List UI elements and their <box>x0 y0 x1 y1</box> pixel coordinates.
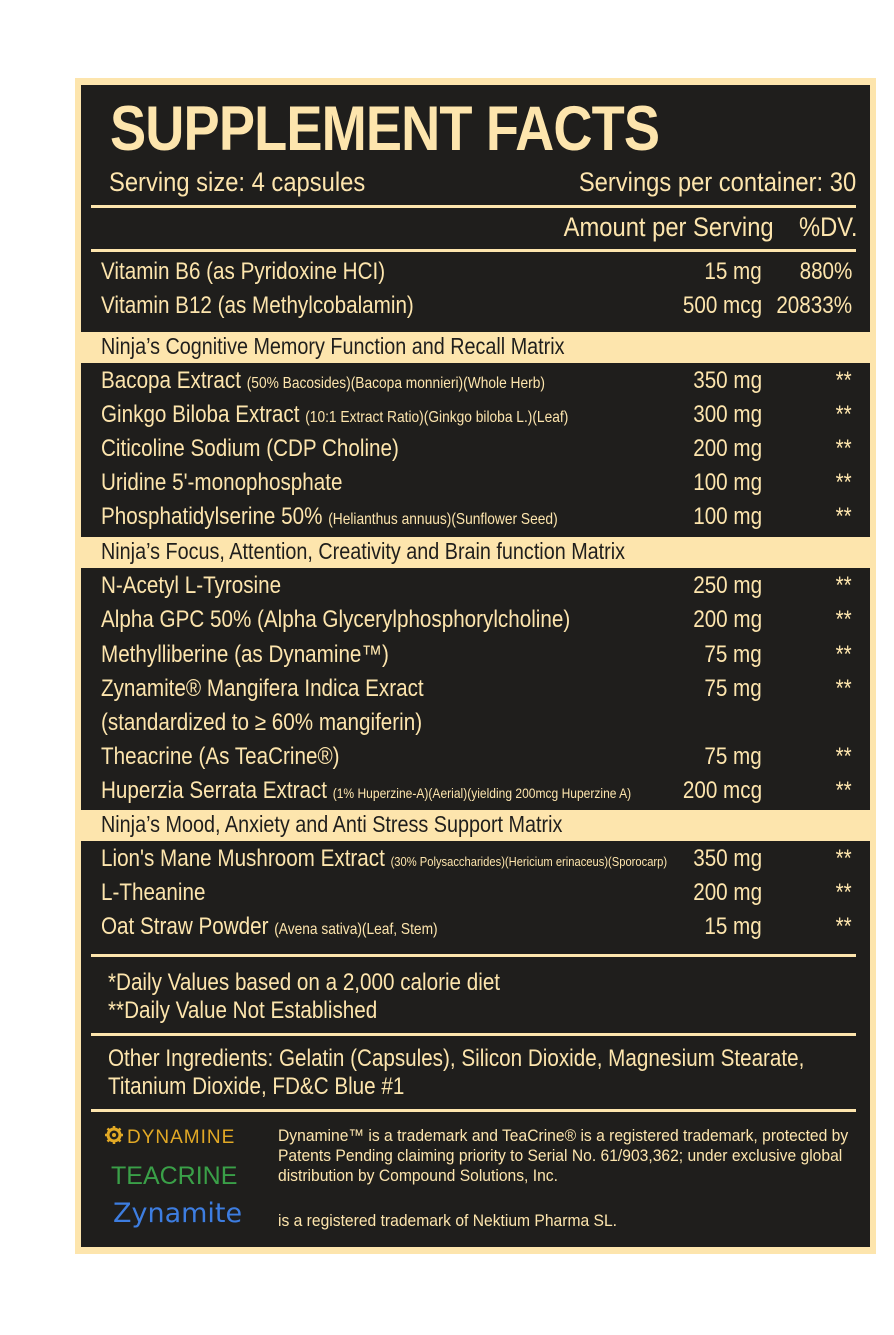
ingredient-name: Zynamite® Mangifera Indica Exract <box>101 675 424 702</box>
amount-header: Amount per Serving <box>564 212 774 242</box>
divider <box>91 249 856 252</box>
section-header <box>81 810 870 841</box>
dynamine-logo <box>105 1126 235 1150</box>
ingredient-detail: (50% Bacosides)(Bacopa monnieri)(Whole Herb) <box>246 375 545 392</box>
footnote-not-established: **Daily Value Not Established <box>108 997 378 1024</box>
supplement-facts-panel <box>81 85 870 1247</box>
ingredient-dv: ** <box>835 503 852 530</box>
ingredient-amount: 300 mg <box>693 401 762 428</box>
ingredient-detail: (1% Huperzine-A)(Aerial)(yielding 200mcg Huperzine A) <box>332 785 632 801</box>
other-ingredients-line-2: Titanium Dioxide, FD&C Blue #1 <box>108 1073 405 1100</box>
ingredient-row <box>81 776 870 810</box>
ingredient-label: Phosphatidylserine 50% <box>101 503 323 530</box>
ingredient-detail: (30% Polysaccharides)(Hericium erinaceus)(Sporocarp) <box>390 854 668 869</box>
zynamite-trademark-text: is a registered trademark of Nektium Pharma SL. <box>278 1211 618 1230</box>
nutrient-name: Vitamin B6 (as Pyridoxine HCI) <box>101 258 386 285</box>
ingredient-dv: ** <box>835 845 852 872</box>
section-header <box>81 332 870 363</box>
section-title: Ninja’s Focus, Attention, Creativity and Brain function Matrix <box>101 538 626 564</box>
ingredient-name: L-Theanine <box>101 879 206 906</box>
ingredient-row <box>81 844 870 878</box>
ingredient-amount: 200 mcg <box>682 777 762 804</box>
nutrient-amount: 500 mcg <box>682 292 762 319</box>
ingredient-amount: 75 mg <box>704 743 762 770</box>
serving-size: Serving size: 4 capsules <box>109 167 366 197</box>
ingredient-name: Methylliberine (as Dynamine™) <box>101 641 389 668</box>
trademark-line-1: Dynamine™ is a trademark and TeaCrine® is a registered trademark, protected by <box>278 1126 849 1145</box>
ingredient-name: Citicoline Sodium (CDP Choline) <box>101 435 399 462</box>
ingredient-row <box>81 468 870 502</box>
ingredient-row <box>81 366 870 400</box>
ingredient-label: Bacopa Extract <box>101 367 241 394</box>
ingredient-label: Oat Straw Powder <box>101 913 269 940</box>
ingredient-dv: ** <box>835 606 852 633</box>
ingredient-row <box>81 912 870 946</box>
ingredient-name: Uridine 5'-monophosphate <box>101 469 343 496</box>
nutrient-amount: 15 mg <box>704 258 762 285</box>
trademark-line-3: distribution by Compound Solutions, Inc. <box>278 1166 558 1185</box>
ingredient-dv: ** <box>835 401 852 428</box>
other-ingredients-line-1: Other Ingredients: Gelatin (Capsules), Silicon Dioxide, Magnesium Stearate, <box>108 1045 805 1072</box>
ingredient-name <box>101 845 667 873</box>
zynamite-logo: Zynamite <box>113 1198 243 1229</box>
ingredient-name: Alpha GPC 50% (Alpha Glycerylphosphorylcholine) <box>101 606 571 633</box>
ingredient-row <box>81 502 870 536</box>
ingredient-name: (standardized to ≥ 60% mangiferin) <box>101 709 423 736</box>
ingredient-name: N-Acetyl L-Tyrosine <box>101 572 282 599</box>
ingredient-dv: ** <box>835 913 852 940</box>
nutrient-name: Vitamin B12 (as Methylcobalamin) <box>101 292 414 319</box>
ingredient-amount: 350 mg <box>693 367 762 394</box>
ingredient-detail: (10:1 Extract Ratio)(Ginkgo biloba L.)(Leaf) <box>305 409 569 426</box>
ingredient-name <box>101 503 558 531</box>
section-title: Ninja’s Mood, Anxiety and Anti Stress Support Matrix <box>101 811 563 837</box>
ingredient-dv: ** <box>835 469 852 496</box>
divider <box>91 1109 856 1112</box>
nutrient-dv: 20833% <box>776 292 852 319</box>
section-header <box>81 537 870 568</box>
ingredient-detail: (Avena sativa)(Leaf, Stem) <box>274 921 438 938</box>
ingredient-name <box>101 401 568 429</box>
divider <box>91 1033 856 1036</box>
ingredient-amount: 15 mg <box>704 913 762 940</box>
ingredient-label: Lion's Mane Mushroom Extract <box>101 845 385 872</box>
ingredient-dv: ** <box>835 641 852 668</box>
ingredient-row <box>81 708 870 742</box>
ingredient-row <box>81 571 870 605</box>
ingredient-dv: ** <box>835 367 852 394</box>
dv-header: %DV. <box>799 212 858 242</box>
ingredient-amount: 200 mg <box>693 879 762 906</box>
ingredient-amount: 75 mg <box>704 675 762 702</box>
ingredient-detail: (Helianthus annuus)(Sunflower Seed) <box>328 511 558 528</box>
ingredient-dv: ** <box>835 777 852 804</box>
ingredient-amount: 75 mg <box>704 641 762 668</box>
ingredient-dv: ** <box>835 572 852 599</box>
ingredient-row <box>81 400 870 434</box>
section-title: Ninja’s Cognitive Memory Function and Recall Matrix <box>101 333 565 359</box>
dynamine-wordmark: DYNAMINE <box>127 1127 236 1149</box>
nutrient-dv: 880% <box>799 258 852 285</box>
ingredient-dv: ** <box>835 435 852 462</box>
ingredient-amount: 100 mg <box>693 469 762 496</box>
ingredient-amount: 350 mg <box>693 845 762 872</box>
ingredient-amount: 250 mg <box>693 572 762 599</box>
ingredient-row <box>81 742 870 776</box>
divider <box>91 205 856 208</box>
ingredient-name <box>101 367 545 395</box>
ingredient-label: Ginkgo Biloba Extract <box>101 401 300 428</box>
teacrine-logo: TEACRINE <box>111 1162 238 1190</box>
footnote-daily-values: *Daily Values based on a 2,000 calorie diet <box>108 969 501 996</box>
nutrient-row <box>81 291 870 325</box>
ingredient-dv: ** <box>835 675 852 702</box>
ingredient-row <box>81 640 870 674</box>
ingredient-amount: 200 mg <box>693 606 762 633</box>
ingredient-dv: ** <box>835 879 852 906</box>
ingredient-row <box>81 878 870 912</box>
ingredient-amount: 100 mg <box>693 503 762 530</box>
ingredient-name <box>101 913 438 941</box>
ingredient-row <box>81 674 870 708</box>
ingredient-row <box>81 434 870 468</box>
servings-per-container: Servings per container: 30 <box>578 167 856 197</box>
gear-icon <box>105 1126 123 1150</box>
ingredient-name: Theacrine (As TeaCrine®) <box>101 743 340 770</box>
ingredient-amount: 200 mg <box>693 435 762 462</box>
ingredient-name <box>101 777 631 805</box>
divider <box>91 954 856 957</box>
ingredient-label: Huperzia Serrata Extract <box>101 777 327 804</box>
trademark-line-2: Patents Pending claiming priority to Serial No. 61/903,362; under exclusive global <box>278 1146 843 1165</box>
ingredient-dv: ** <box>835 743 852 770</box>
ingredient-row <box>81 605 870 639</box>
nutrient-row <box>81 257 870 291</box>
panel-title: SUPPLEMENT FACTS <box>110 94 660 164</box>
